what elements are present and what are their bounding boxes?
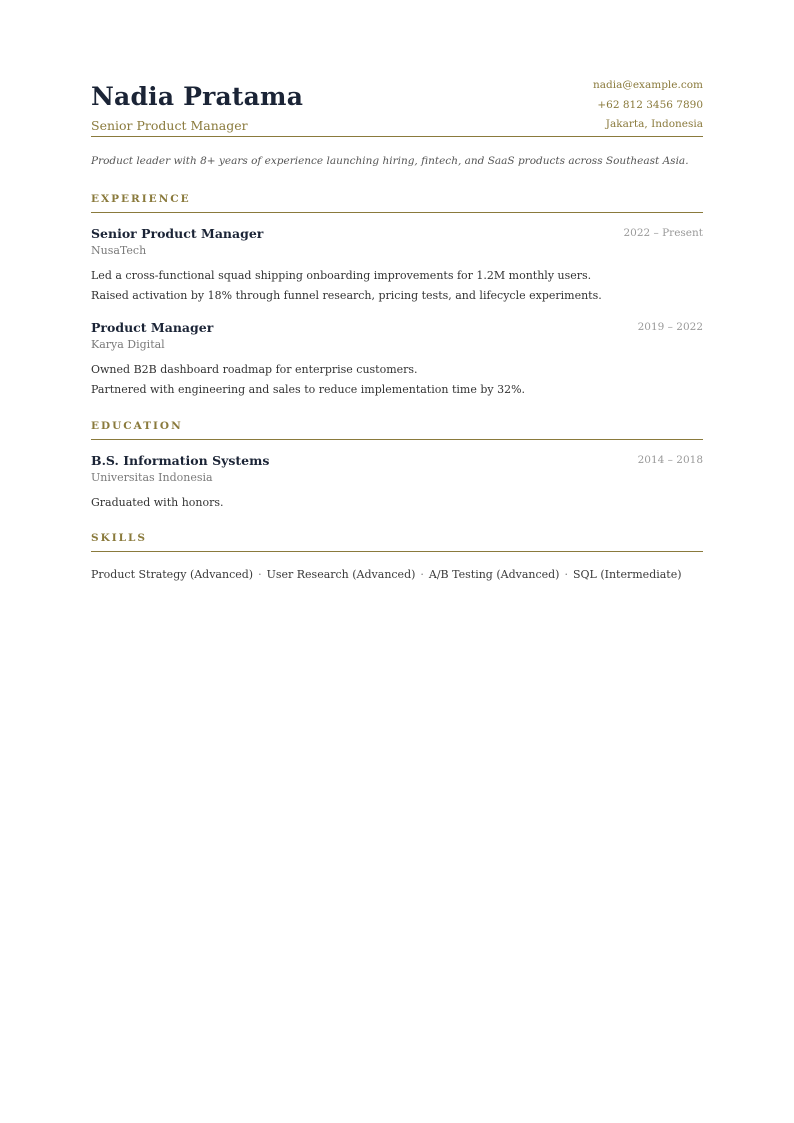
candidate-name: Nadia Pratama <box>91 82 304 111</box>
entry-organization: NusaTech <box>91 244 147 257</box>
entry-description <box>91 360 703 400</box>
skill-separator: · <box>258 568 262 581</box>
skill-item: A/B Testing (Advanced) <box>428 568 560 581</box>
experience-entry <box>91 226 703 306</box>
entry-line: Partnered with engineering and sales to reduce implementation time by 32%. <box>91 383 526 396</box>
entry-title: B.S. Information Systems <box>91 453 270 468</box>
entry-line: Owned B2B dashboard roadmap for enterprise customers. <box>91 363 418 376</box>
entry-description <box>91 266 703 306</box>
experience-entry <box>91 320 703 400</box>
skill-item: SQL (Intermediate) <box>572 568 682 581</box>
candidate-role: Senior Product Manager <box>91 118 248 133</box>
skills-list <box>91 568 703 581</box>
contact-email[interactable]: nadia@example.com <box>592 79 703 91</box>
entry-title: Product Manager <box>91 320 214 335</box>
skill-separator: · <box>420 568 424 581</box>
contact-phone: +62 812 3456 7890 <box>597 98 703 111</box>
section-title-skills: SKILLS <box>91 532 703 552</box>
education-entry <box>91 453 703 513</box>
resume-page <box>91 0 703 581</box>
entry-line: Raised activation by 18% through funnel research, pricing tests, and lifecycle experiments. <box>91 289 602 302</box>
skill-item: Product Strategy (Advanced) <box>91 568 254 581</box>
summary: Product leader with 8+ years of experience launching hiring, fintech, and SaaS products across Southeast Asia. <box>91 155 689 167</box>
entry-organization: Universitas Indonesia <box>91 471 213 484</box>
entry-line: Graduated with honors. <box>91 496 224 509</box>
entry-dates: 2019 – 2022 <box>637 321 703 333</box>
entry-description <box>91 493 703 513</box>
entry-dates: 2014 – 2018 <box>637 454 703 466</box>
section-title-education: EDUCATION <box>91 420 703 440</box>
entry-title: Senior Product Manager <box>91 226 264 241</box>
skill-separator: · <box>564 568 568 581</box>
resume-header <box>91 0 703 137</box>
contact-info <box>593 78 703 137</box>
contact-location: Jakarta, Indonesia <box>605 118 703 130</box>
entry-organization: Karya Digital <box>91 338 165 351</box>
skill-item: User Research (Advanced) <box>266 568 416 581</box>
section-title-experience: EXPERIENCE <box>91 193 703 213</box>
entry-line: Led a cross-functional squad shipping onboarding improvements for 1.2M monthly users. <box>91 269 592 282</box>
entry-dates: 2022 – Present <box>623 227 703 239</box>
